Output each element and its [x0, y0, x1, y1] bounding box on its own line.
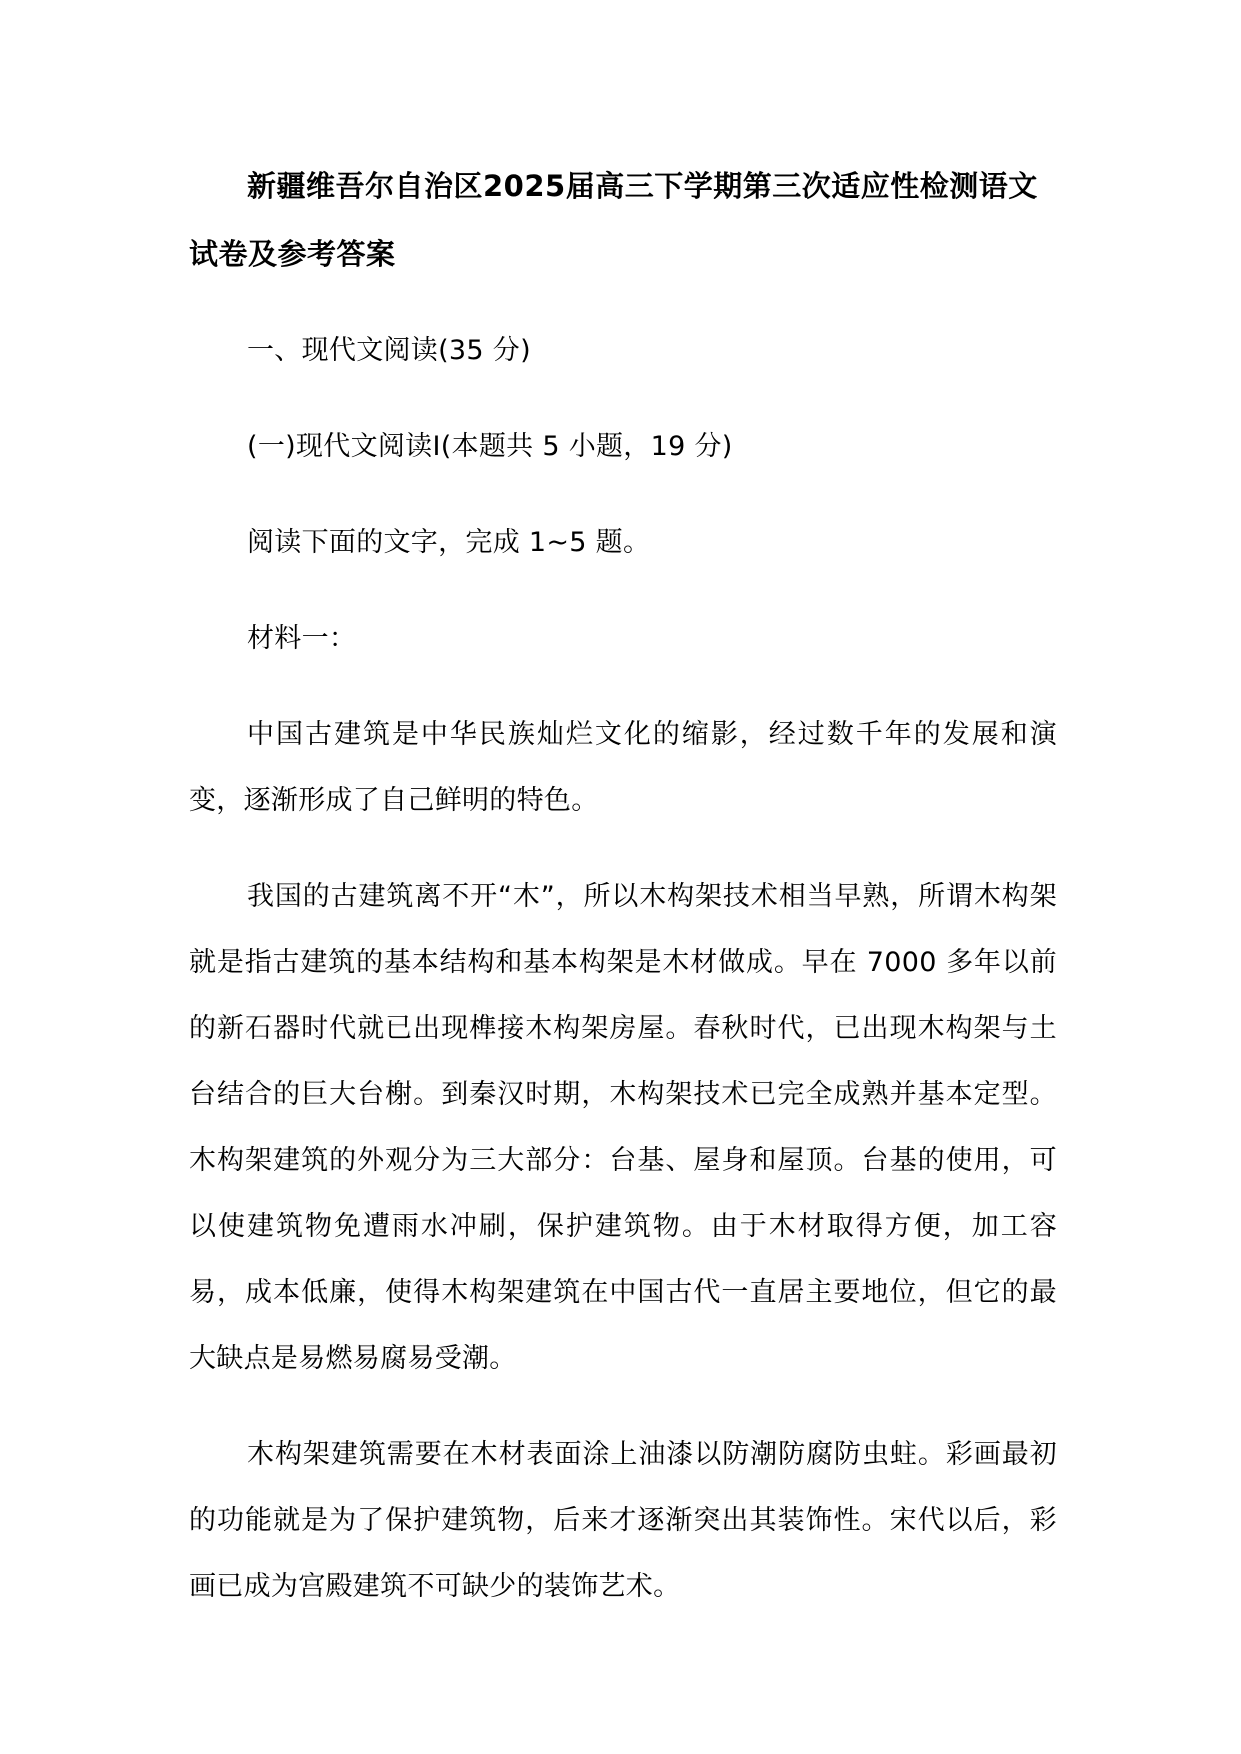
- section-heading: 一、现代文阅读(35 分): [247, 335, 531, 366]
- subsection-heading: (一)现代文阅读Ⅰ(本题共 5 小题，19 分): [247, 431, 733, 462]
- paragraph-1: 中国古建筑是中华民族灿烂文化的缩影，经过数千年的发展和演变，逐渐形成了自己鲜明的特色。: [189, 719, 1057, 816]
- document-title: 新疆维吾尔自治区2025届高三下学期第三次适应性检测语文试卷及参考答案: [189, 169, 1038, 271]
- document-body: [189, 152, 1057, 1620]
- material-label: 材料一：: [247, 623, 357, 654]
- paragraph-3: 木构架建筑需要在木材表面涂上油漆以防潮防腐防虫蛀。彩画最初的功能就是为了保护建筑物，后来才逐渐突出其装饰性。宋代以后，彩画已成为宫殿建筑不可缺少的装饰艺术。: [189, 1439, 1057, 1602]
- reading-instruction: 阅读下面的文字，完成 1~5 题。: [247, 527, 651, 558]
- paragraph-2: 我国的古建筑离不开“木”，所以木构架技术相当早熟，所谓木构架就是指古建筑的基本结构和基本构架是木材做成。早在 7000 多年以前的新石器时代就已出现榫接木构架房屋。春秋时代，已出现木构架与土台结合的巨大台榭。到秦汉时期，木构架技术已完全成熟并基本定型。木构架建筑的外观分为三大部分：台基、屋身和屋顶。台基的使用，可以使建筑物免遭雨水冲刷，保护建筑物。由于木材取得方便，加工容易，成本低廉，使得木构架建筑在中国古代一直居主要地位，但它的最大缺点是易燃易腐易受潮。: [189, 881, 1057, 1374]
